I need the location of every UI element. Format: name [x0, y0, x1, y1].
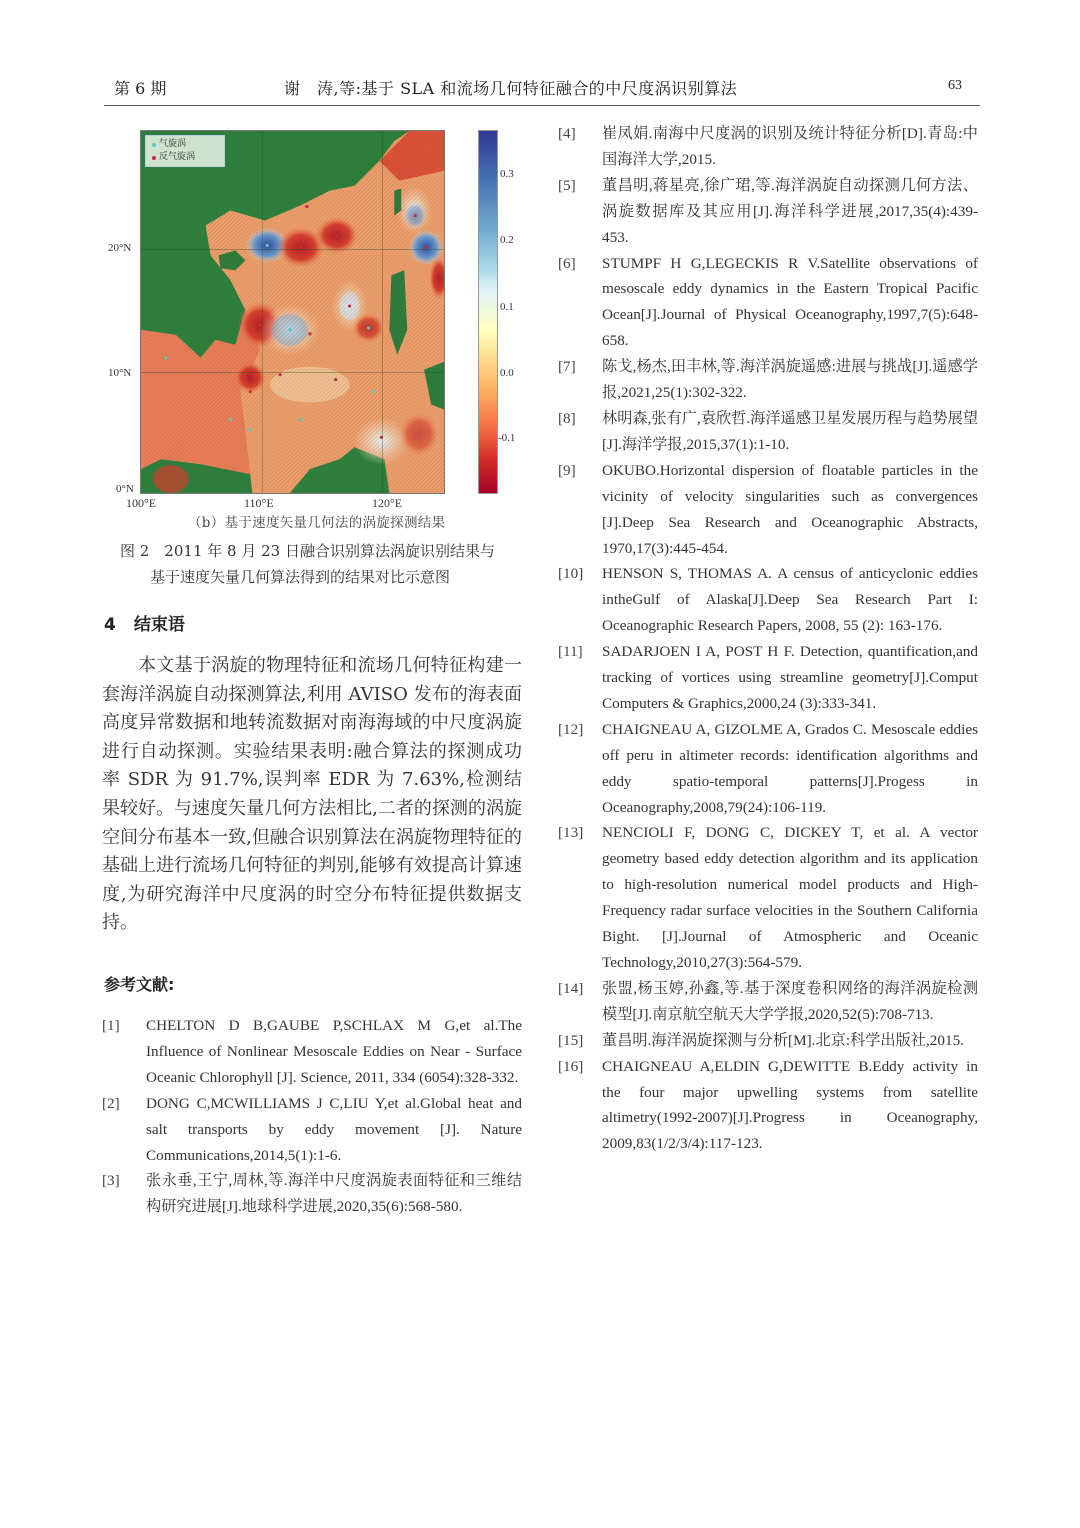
reference-number: [3] — [102, 1172, 120, 1190]
lat-tick-10n: 10°N — [108, 367, 132, 379]
reference-item — [558, 458, 978, 562]
reference-text: CHAIGNEAU A,ELDIN G,DEWITTE B.Eddy activity in the four major upwelling systems from satellite altimetry(1992-2007)[J].Progress in Oceanography, 2009,83(1/2/3/4):117-123. — [602, 1057, 978, 1153]
running-title: 谢 涛,等:基于 SLA 和流场几何特征融合的中尺度涡识别算法 — [284, 79, 738, 98]
reference-text: 董昌明,蒋星亮,徐广珺,等.海洋涡旋自动探测几何方法、涡旋数据库及其应用[J].海洋科学进展,2017,35(4):439-453. — [602, 176, 978, 246]
legend-cyclonic-label: 气旋涡 — [159, 139, 187, 149]
reference-number: [11] — [558, 643, 583, 661]
legend-anticyclonic-label: 反气旋涡 — [159, 152, 196, 162]
reference-text: CHELTON D B,GAUBE P,SCHLAX M G,et al.The Influence of Nonlinear Mesoscale Eddies on Near - Surface Oceanic Chlorophyll [J]. Science, 2011, 334 (6054):328-332. — [146, 1017, 522, 1086]
reference-item — [102, 1168, 522, 1220]
reference-item — [558, 1028, 978, 1054]
page-number: 63 — [948, 78, 962, 93]
references-heading: 参考文献: — [104, 975, 175, 994]
reference-number: [5] — [558, 176, 576, 194]
reference-number: [15] — [558, 1031, 584, 1049]
reference-text: 张盟,杨玉婷,孙鑫,等.基于深度卷积网络的海洋涡旋检测模型[J].南京航空航天大学学报,2020,52(5):708-713. — [602, 979, 978, 1023]
reference-item — [558, 251, 978, 355]
lon-tick-110e: 110°E — [244, 496, 274, 510]
section-number: 4 — [104, 615, 116, 635]
reference-text: 张永垂,王宁,周林,等.海洋中尺度涡旋表面特征和三维结构研究进展[J].地球科学进展,2020,35(6):568-580. — [146, 1172, 522, 1216]
reference-item — [558, 354, 978, 406]
reference-text: NENCIOLI F, DONG C, DICKEY T, et al. A vector geometry based eddy detection algorithm and its application to high-resolution numerical model products and High-Frequency radar surface velocities in the Southern California Bight. [J].Journal of Atmospheric and Oceanic Technology,2010,27(3):564-579. — [602, 824, 978, 971]
figure-subcaption: （b）基于速度矢量几何法的涡旋探测结果 — [188, 515, 446, 531]
reference-text: 董昌明.海洋涡旋探测与分析[M].北京:科学出版社,2015. — [602, 1031, 964, 1049]
reference-text: SADARJOEN I A, POST H F. Detection, quantification,and tracking of vortices using streamline geometry[J].Comput Computers & Graphics,2000,24 (3):333-341. — [602, 643, 978, 712]
lat-tick-20n: 20°N — [108, 242, 132, 254]
reference-item — [558, 173, 978, 251]
reference-number: [2] — [102, 1094, 120, 1112]
cyclonic-marker-icon — [152, 143, 156, 147]
colorbar-tick: 0.0 — [500, 367, 514, 379]
colorbar-tick: -0.1 — [498, 432, 516, 444]
conclusion-body — [102, 652, 522, 938]
reference-number: [4] — [558, 125, 576, 142]
eddy-map — [140, 130, 445, 494]
reference-number: [7] — [558, 358, 576, 376]
reference-item — [558, 406, 978, 458]
reference-number: [13] — [558, 824, 584, 842]
reference-text: DONG C,MCWILLIAMS J C,LIU Y,et al.Global heat and salt transports by eddy movement [J]. Nature Communications,2014,5(1):1-6. — [146, 1094, 522, 1164]
figure-caption — [120, 538, 540, 590]
reference-number: [9] — [558, 461, 576, 479]
reference-number: [16] — [558, 1057, 584, 1075]
reference-item — [558, 639, 978, 717]
references-left-column — [102, 1013, 522, 1220]
reference-text: OKUBO.Horizontal dispersion of floatable particles in the vicinity of velocity singularities such as convergences [J].Deep Sea Research and Oceanographic Abstracts, 1970,17(3):445-454. — [602, 461, 978, 557]
reference-text: STUMPF H G,LEGECKIS R V.Satellite observations of mesoscale eddy dynamics in the Eastern Tropical Pacific Ocean[J].Journal of Physical Oceanography,1997,7(5):648-658. — [602, 254, 978, 350]
sla-map-graphic — [141, 131, 444, 493]
section-title: 结束语 — [133, 615, 185, 635]
reference-number: [6] — [558, 254, 576, 272]
conclusion-paragraph: 本文基于涡旋的物理特征和流场几何特征构建一套海洋涡旋自动探测算法,利用 AVISO 发布的海表面高度异常数据和地转流数据对南海海域的中尺度涡旋进行自动探测。实验结果表明:融合算法的探测成功率 SDR 为 91.7%,误判率 EDR 为 7.63%,检测结果较好。与速度矢量几何方法相比,二者的探测的涡旋空间分布基本一致,但融合识别算法在涡旋物理特征的基础上进行流场几何特征的判别,能够有效提高计算速度,为研究海洋中尺度涡的时空分布特征提供数据支持。 — [102, 655, 522, 934]
legend-cyclonic — [152, 138, 218, 151]
figure-2b — [104, 128, 544, 531]
reference-item — [558, 121, 978, 173]
colorbar-tick: 0.1 — [500, 301, 514, 313]
reference-text: 陈戈,杨杰,田丰林,等.海洋涡旋遥感:进展与挑战[J].遥感学报,2021,25(1):302-322. — [602, 358, 978, 402]
reference-item — [558, 717, 978, 821]
reference-text: 林明森,张有广,袁欣哲.海洋遥感卫星发展历程与趋势展望[J].海洋学报,2015,37(1):1-10. — [602, 409, 978, 453]
reference-number: [1] — [102, 1017, 120, 1034]
lat-tick-0n: 0°N — [116, 483, 134, 495]
anticyclonic-marker-icon — [152, 156, 156, 160]
section-heading — [104, 610, 185, 635]
map-legend — [145, 135, 225, 167]
reference-item — [102, 1013, 522, 1091]
reference-text: 崔凤娟.南海中尺度涡的识别及统计特征分析[D].青岛:中国海洋大学,2015. — [602, 125, 978, 168]
reference-text: CHAIGNEAU A, GIZOLME A, Grados C. Mesoscale eddies off peru in altimeter records: identification algorithms and eddy spatio-temporal patterns[J].Progess in Oceanography,2008,79(24):106-119. — [602, 720, 978, 816]
references-right-column — [558, 121, 978, 1157]
colorbar — [478, 130, 498, 494]
reference-number: [14] — [558, 979, 584, 997]
reference-item — [558, 561, 978, 639]
issue-label: 第 6 期 — [114, 79, 167, 98]
reference-item — [558, 820, 978, 975]
caption-line-1: 图 2 2011 年 8 月 23 日融合识别算法涡旋识别结果与 — [120, 542, 495, 560]
reference-number: [10] — [558, 565, 584, 583]
lon-tick-120e: 120°E — [372, 496, 403, 510]
lon-tick-100e: 100°E — [126, 496, 157, 510]
reference-number: [12] — [558, 720, 584, 738]
reference-text: HENSON S, THOMAS A. A census of anticyclonic eddies intheGulf of Alaska[J].Deep Sea Research Part I: Oceanographic Research Papers, 2008, 55 (2): 163-176. — [602, 565, 978, 635]
colorbar-tick: 0.2 — [500, 234, 514, 246]
legend-anticyclonic — [152, 151, 218, 164]
caption-line-2: 基于速度矢量几何算法得到的结果对比示意图 — [150, 568, 451, 586]
colorbar-tick: 0.3 — [500, 168, 514, 180]
reference-item — [558, 1054, 978, 1158]
reference-item — [102, 1091, 522, 1169]
reference-item — [558, 976, 978, 1028]
reference-number: [8] — [558, 409, 576, 427]
running-header — [104, 72, 980, 106]
